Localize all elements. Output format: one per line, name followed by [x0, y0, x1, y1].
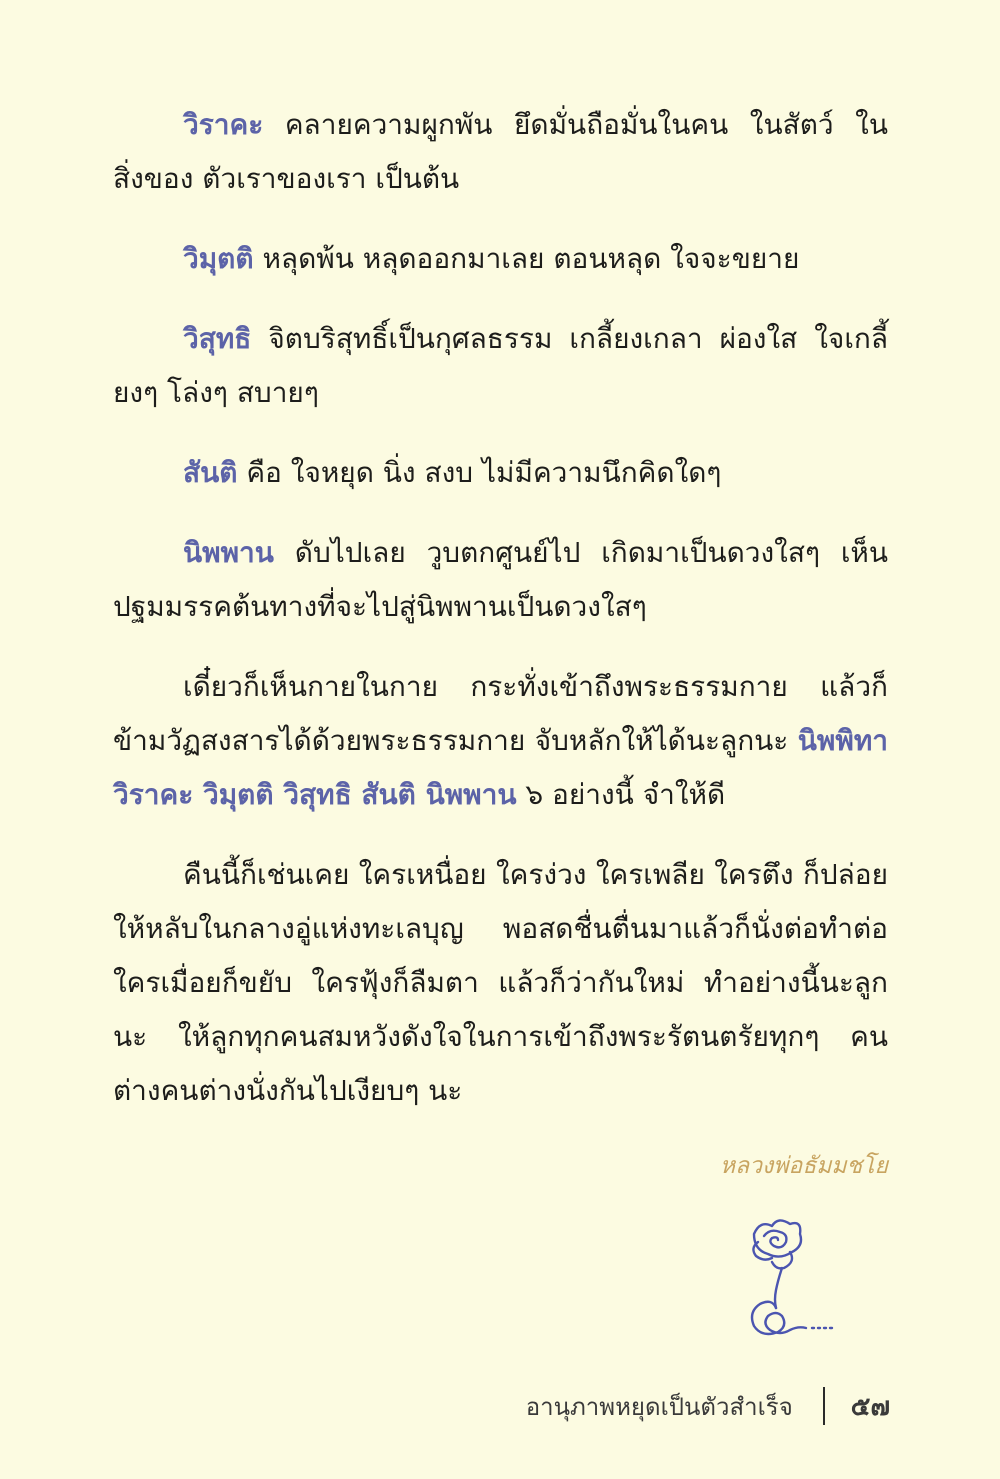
term-santi: สันติ [183, 456, 238, 489]
summary-text-before: เดี๋ยวก็เห็นกายในกาย กระทั่งเข้าถึงพระธรรมกาย แล้วก็ข้ามวัฏสงสารได้ด้วยพระธรรมกาย จับหลักให้ได้นะลูกนะ [113, 670, 888, 757]
paragraph-santi [113, 446, 888, 500]
page-body [113, 98, 888, 1144]
term-vimutti: วิมุตติ [183, 242, 254, 275]
paragraph-vimutti [113, 232, 888, 286]
page-number: ๕๗ [850, 1391, 890, 1422]
definition-nibbana: ดับไปเลย วูบตกศูนย์ไป เกิดมาเป็นดวงใสๆ เห็นปฐมมรรคต้นทางที่จะไปสู่นิพพานเป็นดวงใสๆ [113, 536, 888, 623]
summary-text-after: ๖ อย่างนี้ จำให้ดี [516, 778, 726, 811]
page-footer [526, 1386, 890, 1426]
term-viraga: วิราคะ [183, 108, 264, 141]
paragraph-closing [113, 848, 888, 1118]
paragraph-nibbana [113, 526, 888, 634]
signature-name: หลวงพ่อธัมมชโย [719, 1153, 888, 1179]
definition-viraga: คลายความผูกพัน ยึดมั่นถือมั่นในคน ในสัตว์ ในสิ่งของ ตัวเราของเรา เป็นต้น [113, 108, 888, 195]
rose-signature-icon [732, 1212, 842, 1352]
footer-divider [823, 1387, 825, 1425]
paragraph-summary [113, 660, 888, 822]
definition-santi: คือ ใจหยุด นิ่ง สงบ ไม่มีความนึกคิดใดๆ [237, 456, 722, 489]
summary-terms: นิพพิทา วิราคะ วิมุตติ วิสุทธิ สันติ นิพพาน [113, 724, 888, 811]
paragraph-viraga [113, 98, 888, 206]
definition-visuddhi: จิตบริสุทธิ์เป็นกุศลธรรม เกลี้ยงเกลา ผ่องใส ใจเกลี้ยงๆ โล่งๆ สบายๆ [113, 322, 888, 409]
definition-vimutti: หลุดพ้น หลุดออกมาเลย ตอนหลุด ใจจะขยาย [253, 242, 800, 275]
closing-text: คืนนี้ก็เช่นเคย ใครเหนื่อย ใครง่วง ใครเพลีย ใครตึง ก็ปล่อยให้หลับในกลางอู่แห่งทะเลบุญ พอสดชื่นตื่นมาแล้วก็นั่งต่อทำต่อ ใครเมื่อยก็ขยับ ใครฟุ้งก็ลืมตา แล้วก็ว่ากันใหม่ ทำอย่างนี้นะลูกนะ ให้ลูกทุกคนสมหวังดังใจในการเข้าถึงพระรัตนตรัยทุกๆ คน ต่างคนต่างนั่งกันไปเงียบๆ นะ [113, 858, 888, 1107]
paragraph-visuddhi [113, 312, 888, 420]
term-visuddhi: วิสุทธิ [183, 322, 252, 355]
book-title: อานุภาพหยุดเป็นตัวสำเร็จ [525, 1392, 793, 1421]
term-nibbana: นิพพาน [183, 536, 274, 569]
